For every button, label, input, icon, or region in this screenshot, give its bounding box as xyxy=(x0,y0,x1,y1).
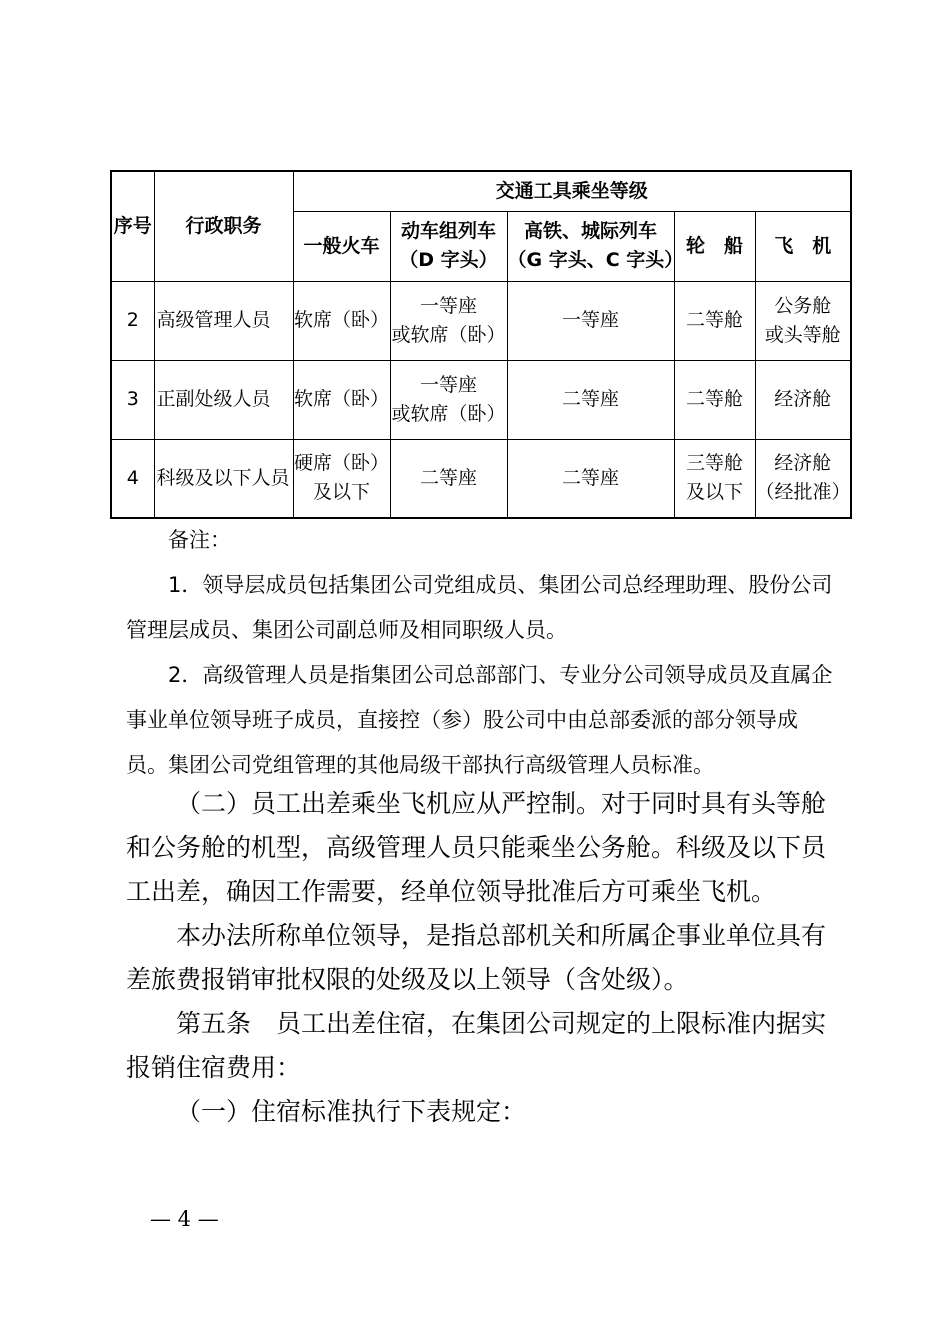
cell-emu xyxy=(390,281,507,360)
table-header-row xyxy=(111,171,851,211)
cell-ship-line1: 三等舱 xyxy=(685,452,743,475)
header-transport-group: 交通工具乘坐等级 xyxy=(293,171,851,211)
paragraph-accommodation: （一）住宿标准执行下表规定： xyxy=(176,1097,527,1126)
header-hsr-line2: （G 字头、C 字头） xyxy=(507,249,684,271)
table-row xyxy=(111,281,851,360)
notes-title: 备注： xyxy=(168,528,231,552)
cell-emu xyxy=(390,360,507,439)
header-emu-line2: （D 字头） xyxy=(399,249,498,271)
header-hsr xyxy=(507,211,684,281)
header-emu xyxy=(390,211,507,281)
transport-class-table xyxy=(110,170,852,519)
cell-plane: 经济舱 xyxy=(755,360,851,439)
notes-section xyxy=(126,518,836,788)
cell-emu-line1: 一等座 xyxy=(419,294,477,317)
cell-plane-line2: （经批准） xyxy=(755,481,851,504)
header-position: 行政职务 xyxy=(154,171,293,281)
cell-emu: 二等座 xyxy=(390,439,507,518)
paragraph-unit-leader: 本办法所称单位领导，是指总部机关和所属企事业单位具有差旅费报销审批权限的处级及以上领导（含处级）。 xyxy=(126,921,827,994)
paragraph-flight-control: （二）员工出差乘坐飞机应从严控制。对于同时具有头等舱和公务舱的机型，高级管理人员只能乘坐公务舱。科级及以下员工出差，确因工作需要，经单位领导批准后方可乘坐飞机。 xyxy=(126,789,827,906)
cell-train: 软席（卧） xyxy=(293,281,390,360)
cell-ship-line2: 及以下 xyxy=(685,481,743,504)
cell-emu-line1: 一等座 xyxy=(419,373,477,396)
cell-plane-line1: 经济舱 xyxy=(774,452,832,475)
header-ship: 轮 船 xyxy=(674,211,755,281)
header-plane: 飞 机 xyxy=(755,211,851,281)
body-section xyxy=(126,782,836,1134)
cell-plane xyxy=(755,439,851,518)
cell-train-line1: 硬席（卧） xyxy=(293,452,389,475)
note-2: 2．高级管理人员是指集团公司总部部门、专业分公司领导成员及直属企事业单位领导班子成员，直接控（参）股公司中由总部委派的部分领导成员。集团公司党组管理的其他局级干部执行高级管理人员标准。 xyxy=(126,663,833,777)
cell-train-line2: 及以下 xyxy=(312,481,370,504)
table-row xyxy=(111,439,851,518)
cell-seq: 4 xyxy=(111,439,154,518)
cell-plane xyxy=(755,281,851,360)
cell-position: 高级管理人员 xyxy=(154,281,293,360)
paragraph-article-5: 第五条 员工出差住宿，在集团公司规定的上限标准内据实报销住宿费用： xyxy=(126,1009,827,1082)
note-1: 1．领导层成员包括集团公司党组成员、集团公司总经理助理、股份公司管理层成员、集团公司副总师及相同职级人员。 xyxy=(126,573,833,642)
table-row xyxy=(111,360,851,439)
cell-hsr: 一等座 xyxy=(507,281,674,360)
page-number: — 4 — xyxy=(150,1207,219,1231)
cell-train xyxy=(293,439,390,518)
cell-ship xyxy=(674,439,755,518)
cell-seq: 2 xyxy=(111,281,154,360)
cell-position: 正副处级人员 xyxy=(154,360,293,439)
header-seq: 序号 xyxy=(111,171,154,281)
cell-seq: 3 xyxy=(111,360,154,439)
cell-ship: 二等舱 xyxy=(674,360,755,439)
header-hsr-line1: 高铁、城际列车 xyxy=(523,220,657,242)
cell-emu-line2: 或软席（卧） xyxy=(391,402,506,425)
cell-hsr: 二等座 xyxy=(507,439,674,518)
header-train: 一般火车 xyxy=(293,211,390,281)
cell-plane-line2: 或头等舱 xyxy=(764,323,841,346)
cell-emu-line2: 或软席（卧） xyxy=(391,323,506,346)
cell-ship: 二等舱 xyxy=(674,281,755,360)
cell-train: 软席（卧） xyxy=(293,360,390,439)
cell-plane-line1: 公务舱 xyxy=(774,294,832,317)
header-emu-line1: 动车组列车 xyxy=(400,220,496,242)
cell-hsr: 二等座 xyxy=(507,360,674,439)
cell-position: 科级及以下人员 xyxy=(154,439,293,518)
